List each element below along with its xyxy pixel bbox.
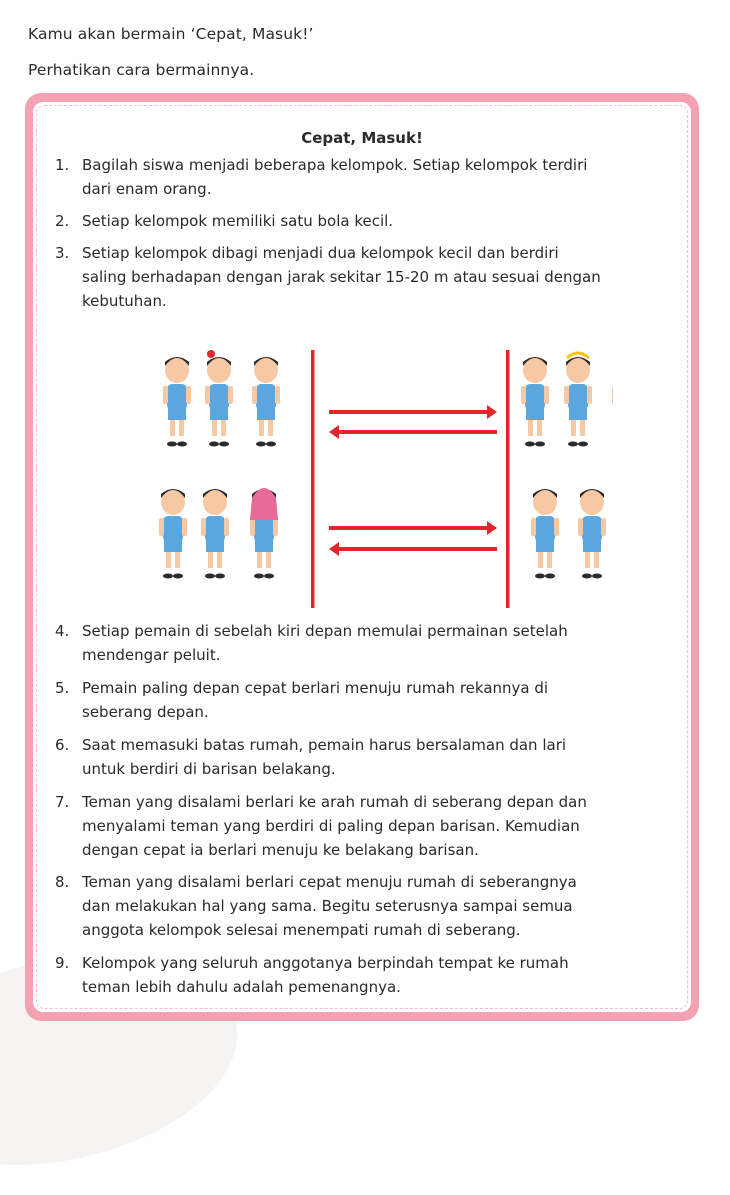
step-number: 1. bbox=[55, 156, 70, 174]
child-figure bbox=[578, 489, 606, 579]
step-line: mendengar peluit. bbox=[82, 646, 221, 664]
card-title: Cepat, Masuk! bbox=[301, 129, 423, 147]
right-boundary-line bbox=[506, 350, 510, 608]
step-line: kebutuhan. bbox=[82, 292, 167, 310]
child-figure bbox=[163, 357, 191, 447]
step-line: teman lebih dahulu adalah pemenangnya. bbox=[82, 978, 401, 996]
step-line: Setiap kelompok dibagi menjadi dua kelompok kecil dan berdiri bbox=[82, 244, 559, 262]
step-line: anggota kelompok selesai menempati rumah di seberang. bbox=[82, 921, 521, 939]
child-figure bbox=[201, 489, 229, 579]
child-figure bbox=[612, 357, 613, 447]
step-number: 7. bbox=[55, 793, 70, 811]
child-figure bbox=[205, 357, 233, 447]
step-number: 3. bbox=[55, 244, 70, 262]
child-figure bbox=[159, 489, 187, 579]
step-text bbox=[82, 241, 672, 313]
step-line: Teman yang disalami berlari ke arah rumah di seberang depan dan bbox=[82, 793, 587, 811]
step-line: saling berhadapan dengan jarak sekitar 15-20 m atau sesuai dengan bbox=[82, 268, 601, 286]
step-text bbox=[82, 619, 672, 667]
step-text bbox=[82, 733, 672, 781]
hair-bow bbox=[207, 350, 215, 358]
step-number: 6. bbox=[55, 736, 70, 754]
intro-instruction: Perhatikan cara bermainnya. bbox=[28, 61, 255, 79]
arrow-right bbox=[329, 521, 497, 535]
child-figure bbox=[531, 489, 559, 579]
step-number: 5. bbox=[55, 679, 70, 697]
step-line: Setiap pemain di sebelah kiri depan memulai permainan setelah bbox=[82, 622, 568, 640]
step-text bbox=[82, 153, 672, 201]
step-line: Bagilah siswa menjadi beberapa kelompok. Setiap kelompok terdiri bbox=[82, 156, 588, 174]
step-text bbox=[82, 676, 672, 724]
step-line: Pemain paling depan cepat berlari menuju rumah rekannya di bbox=[82, 679, 549, 697]
step-line: untuk berdiri di barisan belakang. bbox=[82, 760, 336, 778]
child-figure bbox=[564, 357, 592, 447]
step-number: 9. bbox=[55, 954, 70, 972]
arrow-left bbox=[329, 425, 497, 439]
step-text bbox=[82, 951, 672, 999]
child-figure bbox=[521, 357, 549, 447]
step-line: dengan cepat ia berlari menuju ke belakang barisan. bbox=[82, 841, 479, 859]
game-illustration bbox=[133, 338, 613, 608]
step-line: Kelompok yang seluruh anggotanya berpindah tempat ke rumah bbox=[82, 954, 569, 972]
step-line: Teman yang disalami berlari cepat menuju rumah di seberangnya bbox=[82, 873, 577, 891]
step-number: 2. bbox=[55, 212, 70, 230]
intro-text: Kamu akan bermain ‘Cepat, Masuk!’ bbox=[28, 25, 314, 43]
step-number: 4. bbox=[55, 622, 70, 640]
step-line: dan melakukan hal yang sama. Begitu seterusnya sampai semua bbox=[82, 897, 573, 915]
child-figure bbox=[252, 357, 280, 447]
step-text bbox=[82, 209, 672, 233]
step-line: menyalami teman yang berdiri di paling depan barisan. Kemudian bbox=[82, 817, 580, 835]
step-line: Setiap kelompok memiliki satu bola kecil. bbox=[82, 212, 394, 230]
arrow-right bbox=[329, 405, 497, 419]
arrow-left bbox=[329, 542, 497, 556]
left-boundary-line bbox=[311, 350, 315, 608]
step-text bbox=[82, 870, 672, 942]
step-line: dari enam orang. bbox=[82, 180, 212, 198]
step-text bbox=[82, 790, 672, 862]
step-line: Saat memasuki batas rumah, pemain harus bersalaman dan lari bbox=[82, 736, 567, 754]
card-body bbox=[33, 102, 691, 1012]
step-line: seberang depan. bbox=[82, 703, 209, 721]
step-number: 8. bbox=[55, 873, 70, 891]
game-instructions-card bbox=[25, 93, 699, 1021]
